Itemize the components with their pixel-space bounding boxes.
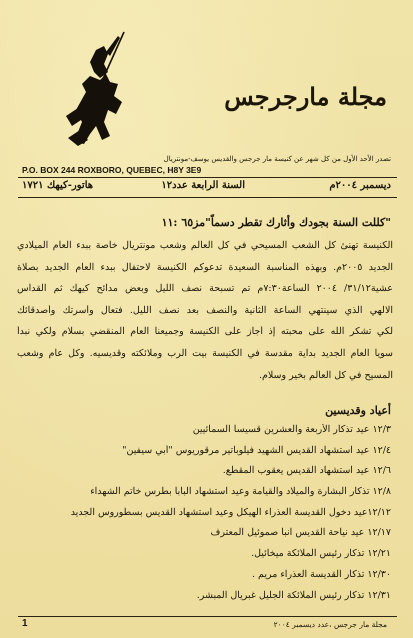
feast-item: ١٢/٤ عيد استشهاد القديس الشهيد فيلوباتير مرقوريوس "أبي سيفين" — [122, 444, 391, 456]
newsletter-title: مجلة مارجرجس — [224, 82, 387, 111]
feasts-list — [19, 424, 391, 610]
article-line: سويا العام الجديد بداية مقدسة في الكنيسة بيت الرب وملائكته وقديسيه. وكل عام وشعب — [17, 347, 393, 359]
st-george-logo — [60, 30, 130, 150]
feast-item: ١٢/١٢عيد دخول القديسة العذراء الهيكل وعيد استشهاد القديس بسطوروس الجديد — [70, 506, 391, 518]
issue-date: ديسمبر ٢٠٠٤م — [329, 180, 391, 191]
article-body — [17, 240, 393, 391]
article-line: الالهي الذي سينتهي الساعة الثانية والنصف بعد نصف الليل. فتعال وأسرتك وأصدقائك — [17, 304, 393, 316]
page-number: 1 — [22, 618, 28, 629]
article-line: المسيح في كل العالم بخير وسلام. — [258, 369, 393, 381]
article-line: عشية٣١/١٢/ ٢٠٠٤ الساعة٧:٣٠م تم تسبحة نصف الليل وبعض مدائح كيهك ثم القداس — [17, 283, 393, 295]
feast-item: ١٢/٣ عيد تذكار الأربعة والعشرين قسيسا السمائيين — [192, 424, 391, 435]
feasts-heading: أعياد وقديسين — [325, 404, 391, 417]
coptic-date: هاتور-كيهك ١٧٢١ — [22, 180, 94, 191]
issue-divider — [18, 197, 397, 198]
feast-item: ١٢/٢١ تذكار رئيس الملائكة ميخائيل. — [251, 548, 391, 560]
newsletter-subtitle: تصدر الأحد الأول من كل شهر عن كنيسة مار جرجس والقديس يوسف-مونتريال — [163, 155, 391, 163]
article-line: الكنيسة تهنئ كل الشعب المسيحي في كل العالم وشعب مونتريال خاصة ببدء العام الميلادي — [17, 240, 393, 251]
article-heading: "كللت السنة بجودك وأثارك تقطر دسماً"مز٦٥ :١١ — [161, 216, 391, 229]
footer-divider — [18, 616, 397, 617]
feast-item: ١٢/١٧ عيد نياحة القديس انبا صموئيل المعترف — [210, 527, 391, 539]
article-line: الجديد ٢٠٠٥م. وبهذه المناسبة السعيدة تدعوكم الكنيسة لاحتفال ببدء العام الجديد بصلاة — [17, 261, 393, 273]
issue-volume: السنة الرابعة عدد١٢ — [161, 180, 245, 191]
header-divider — [18, 177, 397, 178]
feast-item: ١٢/٨ تذكار البشارة والميلاد والقيامة وعيد استشهاد البابا بطرس خاتم الشهداء — [90, 486, 391, 498]
feast-item: ١٢/٦ عيد استشهاد القديس يعقوب المقطع. — [222, 465, 391, 477]
feast-item: ١٢/٣٠ تذكار القديسة العذراء مريم . — [251, 568, 391, 580]
footer-text: مجلة مار جرجس ،عدد ديسمبر ٢٠٠٤ — [273, 620, 387, 629]
feast-item: ١٢/٣١ تذكار رئيس الملائكة الجليل غبريال المبشر. — [196, 589, 391, 601]
article-line: لكي تشكر الله على محبته إذ أجاز على الكنيسة وجميعنا العام المنقضي بسلام ولكي نبدأ — [17, 326, 393, 338]
issue-info — [22, 180, 391, 194]
mailing-address: P.O. BOX 244 ROXBORO, QUEBEC, H8Y 3E9 — [22, 165, 202, 175]
